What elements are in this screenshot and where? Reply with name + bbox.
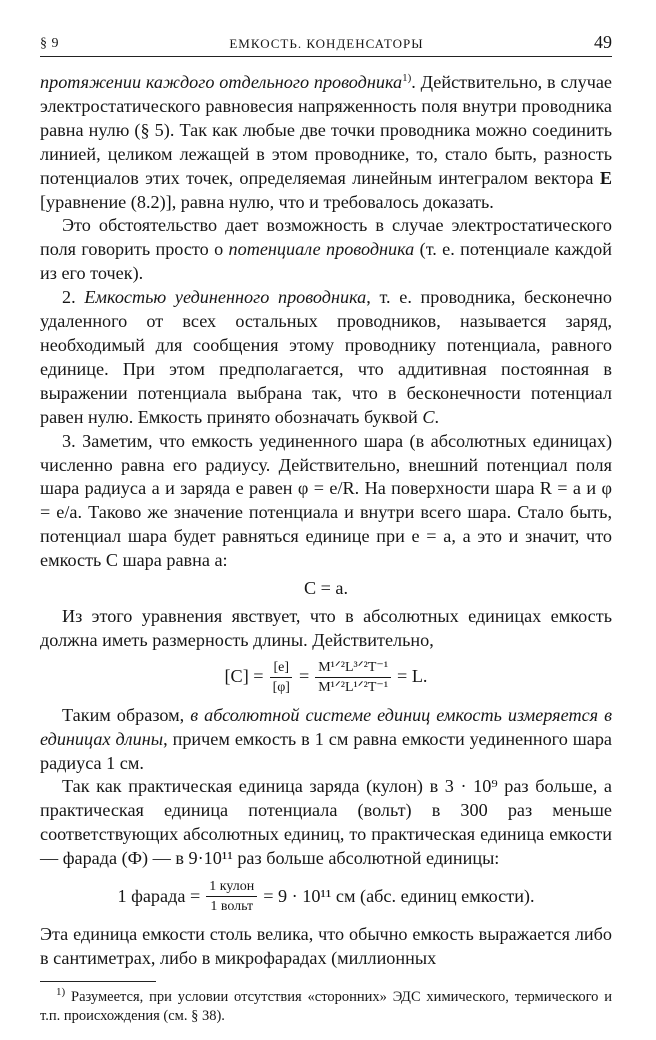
p6-start: Таким образом,	[62, 704, 191, 725]
paragraph-7: Так как практическая единица заряда (кулон) в 3 · 10⁹ раз больше, а практическая единица потенциала (вольт) в 300 раз меньше соответствующих абсолютных единиц, то практическая единица емкости — фарада (Ф) — в 9·10¹¹ раз больше абсолютной единицы:	[40, 776, 612, 869]
header-title: ЕМКОСТЬ. КОНДЕНСАТОРЫ	[229, 36, 424, 51]
equation-capacity-sphere: C = a.	[303, 578, 349, 599]
fraction-charge-potential	[270, 659, 293, 696]
fraction-dimensions	[315, 659, 391, 696]
p3-num: 2.	[62, 287, 85, 308]
p1-rest: . Действительно, в случае электростатического равновесия напряженность поля внутри проводника равна нулю (§ 5). Так как любые две точки проводника можно соединить линией, целиком лежащей в этом проводнике, то, стало быть, разность потенциалов этих точек, определяемая линейным интегралом вектора	[40, 72, 612, 188]
p3-rest: , т. е. проводника, бесконечно удаленного от всех остальных проводников, называется заряд, необходимый для сообщения этому проводнику потенциала, равного единице. При этом предполагается, что аддитивная постоянная в выражении потенциала выбрана так, что в бесконечности потенциал равен нулю. Емкость принято обозначать буквой	[40, 287, 613, 427]
eq2-rhs: = L.	[397, 666, 428, 687]
page-body	[40, 71, 612, 971]
header-section: § 9	[40, 36, 59, 51]
p2-start: Это обстоятельство дает возможность в случае электростатического поля говорить просто о	[40, 215, 612, 260]
vector-e: E	[599, 167, 612, 188]
paragraph-6	[40, 704, 612, 776]
fraction-coulomb-volt	[206, 878, 257, 915]
eq2-equals: =	[298, 666, 310, 687]
eq3-lhs: 1 фарада =	[117, 885, 201, 906]
footnote-divider	[40, 981, 156, 982]
p2-italic: потенциале проводника	[228, 239, 415, 260]
frac-denominator: 1 вольт	[210, 899, 254, 915]
frac-numerator: [e]	[270, 659, 292, 678]
paragraph-5: Из этого уравнения явствует, что в абсолютных единицах емкость должна иметь размерность длины. Действительно,	[40, 605, 612, 650]
paragraph-2	[40, 214, 612, 286]
footnote	[40, 988, 612, 1026]
p1-italic: протяжении каждого отдельного проводника	[40, 72, 403, 92]
frac-numerator: 1 кулон	[206, 878, 257, 897]
footnote-mark: 1)	[402, 71, 412, 84]
p3-dot: .	[434, 406, 439, 427]
book-page	[40, 26, 612, 1040]
paragraph-4: 3. Заметим, что емкость уединенного шара (в абсолютных единицах) численно равна его радиусу. Действительно, внешний потенциал поля шара радиуса a и заряда e равен φ = e/R. На поверхности шара R = a и φ = e/a. Таково же значение потенциала и внутри всего шара. Стало быть, потенциал шара будет равняться единице при e = a, а это и значит, что емкость C шара равна a:	[40, 430, 612, 571]
page-number: 49	[593, 32, 612, 52]
p2-end: (т. е. потенциале каждой из его точек).	[40, 239, 612, 284]
frac-numerator: M¹ᐟ²L³ᐟ²T⁻¹	[315, 659, 391, 678]
equation-farad	[40, 878, 612, 915]
p1-end: [уравнение (8.2)], равна нулю, что и требовалось доказать.	[40, 191, 494, 212]
eq3-rhs: = 9 · 10¹¹ см (абс. единиц емкости).	[263, 885, 535, 906]
running-header	[40, 26, 612, 57]
frac-denominator: [φ]	[272, 679, 290, 695]
paragraph-3	[40, 286, 612, 429]
eq2-lhs: [C] =	[224, 666, 264, 687]
p6-end: , причем емкость в 1 см равна емкости уединенного шара радиуса 1 см.	[40, 728, 613, 773]
footnote-number: 1)	[56, 986, 66, 999]
p3-symbol: C	[422, 406, 435, 427]
p6-italic: в абсолютной системе единиц емкость измеряется в единицах длины	[40, 704, 613, 749]
paragraph-8: Эта единица емкости столь велика, что обычно емкость выражается либо в сантиметрах, либо в микрофарадах (миллионных	[40, 924, 612, 968]
frac-denominator: M¹ᐟ²L¹ᐟ²T⁻¹	[318, 679, 389, 695]
equation-dimension	[40, 659, 612, 696]
footnote-text: Разумеется, при условии отсутствия «сторонних» ЭДС химического, термического и т.п. происхождения (см. § 38).	[40, 988, 612, 1024]
paragraph-1	[40, 71, 612, 214]
p3-italic: Емкостью уединенного проводника	[84, 287, 367, 308]
